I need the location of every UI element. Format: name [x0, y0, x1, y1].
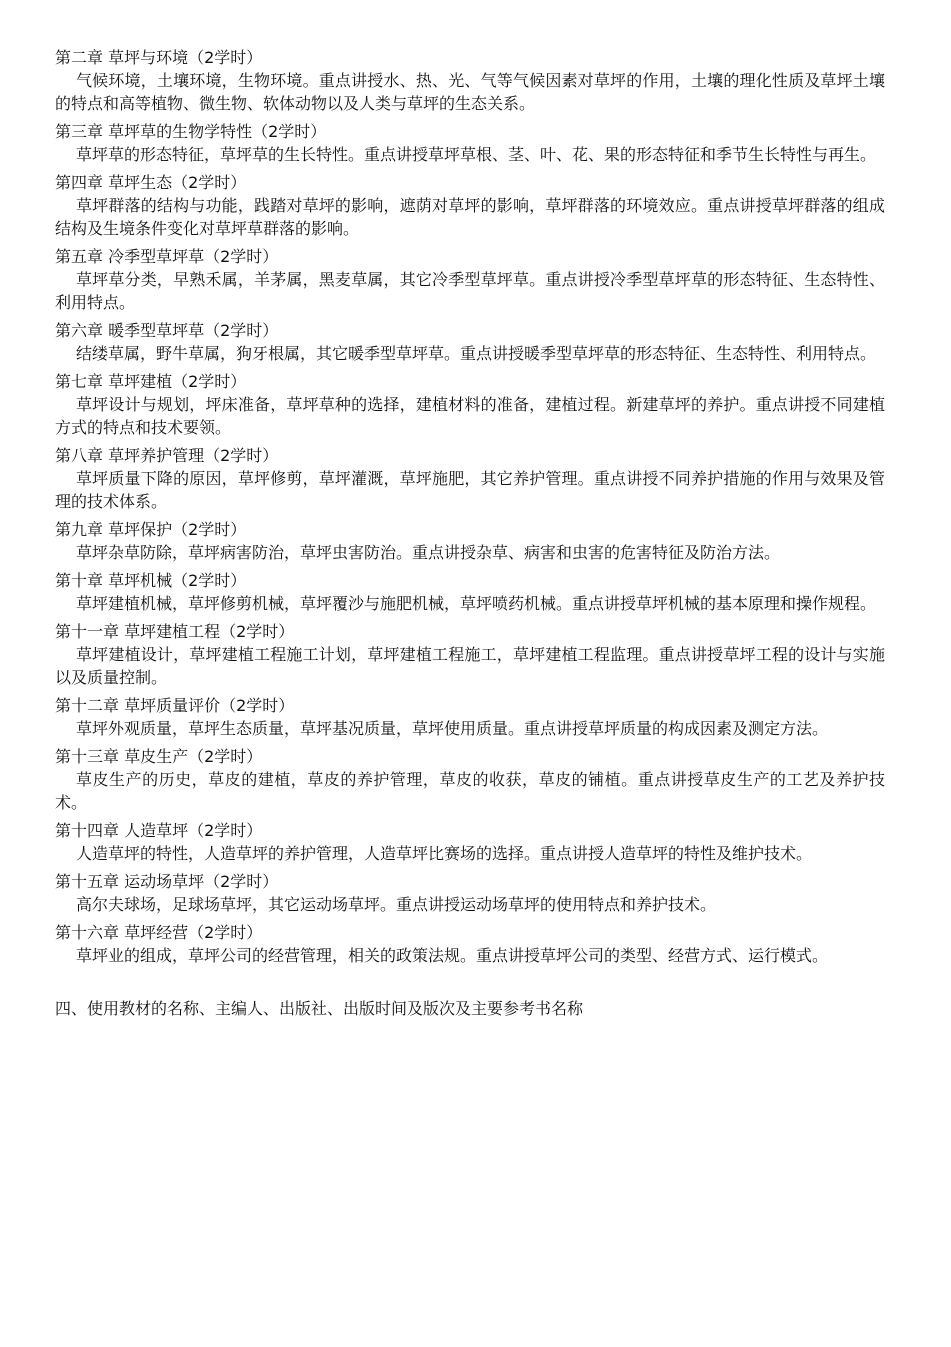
chapter-title: 第五章 冷季型草坪草（2学时） [55, 247, 279, 266]
chapter-description: 草皮生产的历史，草皮的建植，草皮的养护管理，草皮的收获，草皮的铺植。重点讲授草皮生产的工艺及养护技术。 [55, 770, 885, 812]
chapter-title: 第二章 草坪与环境（2学时） [55, 48, 263, 67]
chapter-list [55, 46, 885, 967]
chapter-title: 第十章 草坪机械（2学时） [55, 571, 247, 590]
chapter-block [55, 245, 885, 314]
chapter-description: 草坪草分类，早熟禾属，羊茅属，黑麦草属，其它冷季型草坪草。重点讲授冷季型草坪草的形态特征、生态特性、利用特点。 [55, 270, 885, 312]
chapter-title: 第十三章 草皮生产（2学时） [55, 747, 263, 766]
chapter-title: 第六章 暖季型草坪草（2学时） [55, 321, 279, 340]
chapter-block [55, 171, 885, 240]
chapter-title: 第三章 草坪草的生物学特性（2学时） [55, 122, 327, 141]
chapter-title: 第十二章 草坪质量评价（2学时） [55, 696, 295, 715]
chapter-block [55, 120, 885, 166]
chapter-block [55, 319, 885, 365]
chapter-description: 草坪群落的结构与功能，践踏对草坪的影响，遮荫对草坪的影响，草坪群落的环境效应。重点讲授草坪群落的组成结构及生境条件变化对草坪草群落的影响。 [55, 196, 885, 238]
document-page [55, 46, 885, 1020]
chapter-description: 草坪草的形态特征，草坪草的生长特性。重点讲授草坪草根、茎、叶、花、果的形态特征和季节生长特性与再生。 [76, 145, 877, 164]
chapter-description: 气候环境，土壤环境，生物环境。重点讲授水、热、光、气等气候因素对草坪的作用，土壤的理化性质及草坪土壤的特点和高等植物、微生物、软体动物以及人类与草坪的生态关系。 [55, 71, 885, 113]
chapter-block [55, 46, 885, 115]
chapter-description: 草坪质量下降的原因，草坪修剪，草坪灌溉，草坪施肥，其它养护管理。重点讲授不同养护措施的作用与效果及管理的技术体系。 [55, 469, 885, 511]
chapter-block [55, 518, 885, 564]
chapter-title: 第九章 草坪保护（2学时） [55, 520, 247, 539]
chapter-description: 人造草坪的特性，人造草坪的养护管理，人造草坪比赛场的选择。重点讲授人造草坪的特性及维护技术。 [76, 844, 813, 863]
chapter-title: 第八章 草坪养护管理（2学时） [55, 446, 279, 465]
chapter-block [55, 694, 885, 740]
chapter-block [55, 870, 885, 916]
chapter-description: 草坪建植机械，草坪修剪机械，草坪覆沙与施肥机械，草坪喷药机械。重点讲授草坪机械的基本原理和操作规程。 [76, 594, 877, 613]
chapter-description: 草坪设计与规划，坪床准备，草坪草种的选择，建植材料的准备，建植过程。新建草坪的养护。重点讲授不同建植方式的特点和技术要领。 [55, 395, 885, 437]
chapter-title: 第十五章 运动场草坪（2学时） [55, 872, 279, 891]
chapter-block [55, 921, 885, 967]
chapter-title: 第七章 草坪建植（2学时） [55, 372, 247, 391]
section-heading: 四、使用教材的名称、主编人、出版社、出版时间及版次及主要参考书名称 [55, 999, 584, 1018]
chapter-block [55, 370, 885, 439]
chapter-title: 第四章 草坪生态（2学时） [55, 173, 247, 192]
chapter-block [55, 620, 885, 689]
chapter-description: 结缕草属，野牛草属，狗牙根属，其它暖季型草坪草。重点讲授暖季型草坪草的形态特征、生态特性、利用特点。 [76, 344, 877, 363]
chapter-description: 高尔夫球场，足球场草坪，其它运动场草坪。重点讲授运动场草坪的使用特点和养护技术。 [76, 895, 717, 914]
chapter-title: 第十一章 草坪建植工程（2学时） [55, 622, 295, 641]
chapter-description: 草坪外观质量，草坪生态质量，草坪基况质量，草坪使用质量。重点讲授草坪质量的构成因素及测定方法。 [76, 719, 829, 738]
chapter-block [55, 819, 885, 865]
chapter-block [55, 569, 885, 615]
chapter-title: 第十六章 草坪经营（2学时） [55, 923, 263, 942]
chapter-block [55, 444, 885, 513]
chapter-description: 草坪业的组成，草坪公司的经营管理，相关的政策法规。重点讲授草坪公司的类型、经营方式、运行模式。 [76, 946, 829, 965]
chapter-block [55, 745, 885, 814]
chapter-description: 草坪建植设计，草坪建植工程施工计划，草坪建植工程施工，草坪建植工程监理。重点讲授草坪工程的设计与实施以及质量控制。 [55, 645, 885, 687]
chapter-description: 草坪杂草防除，草坪病害防治，草坪虫害防治。重点讲授杂草、病害和虫害的危害特征及防治方法。 [76, 543, 781, 562]
chapter-title: 第十四章 人造草坪（2学时） [55, 821, 263, 840]
